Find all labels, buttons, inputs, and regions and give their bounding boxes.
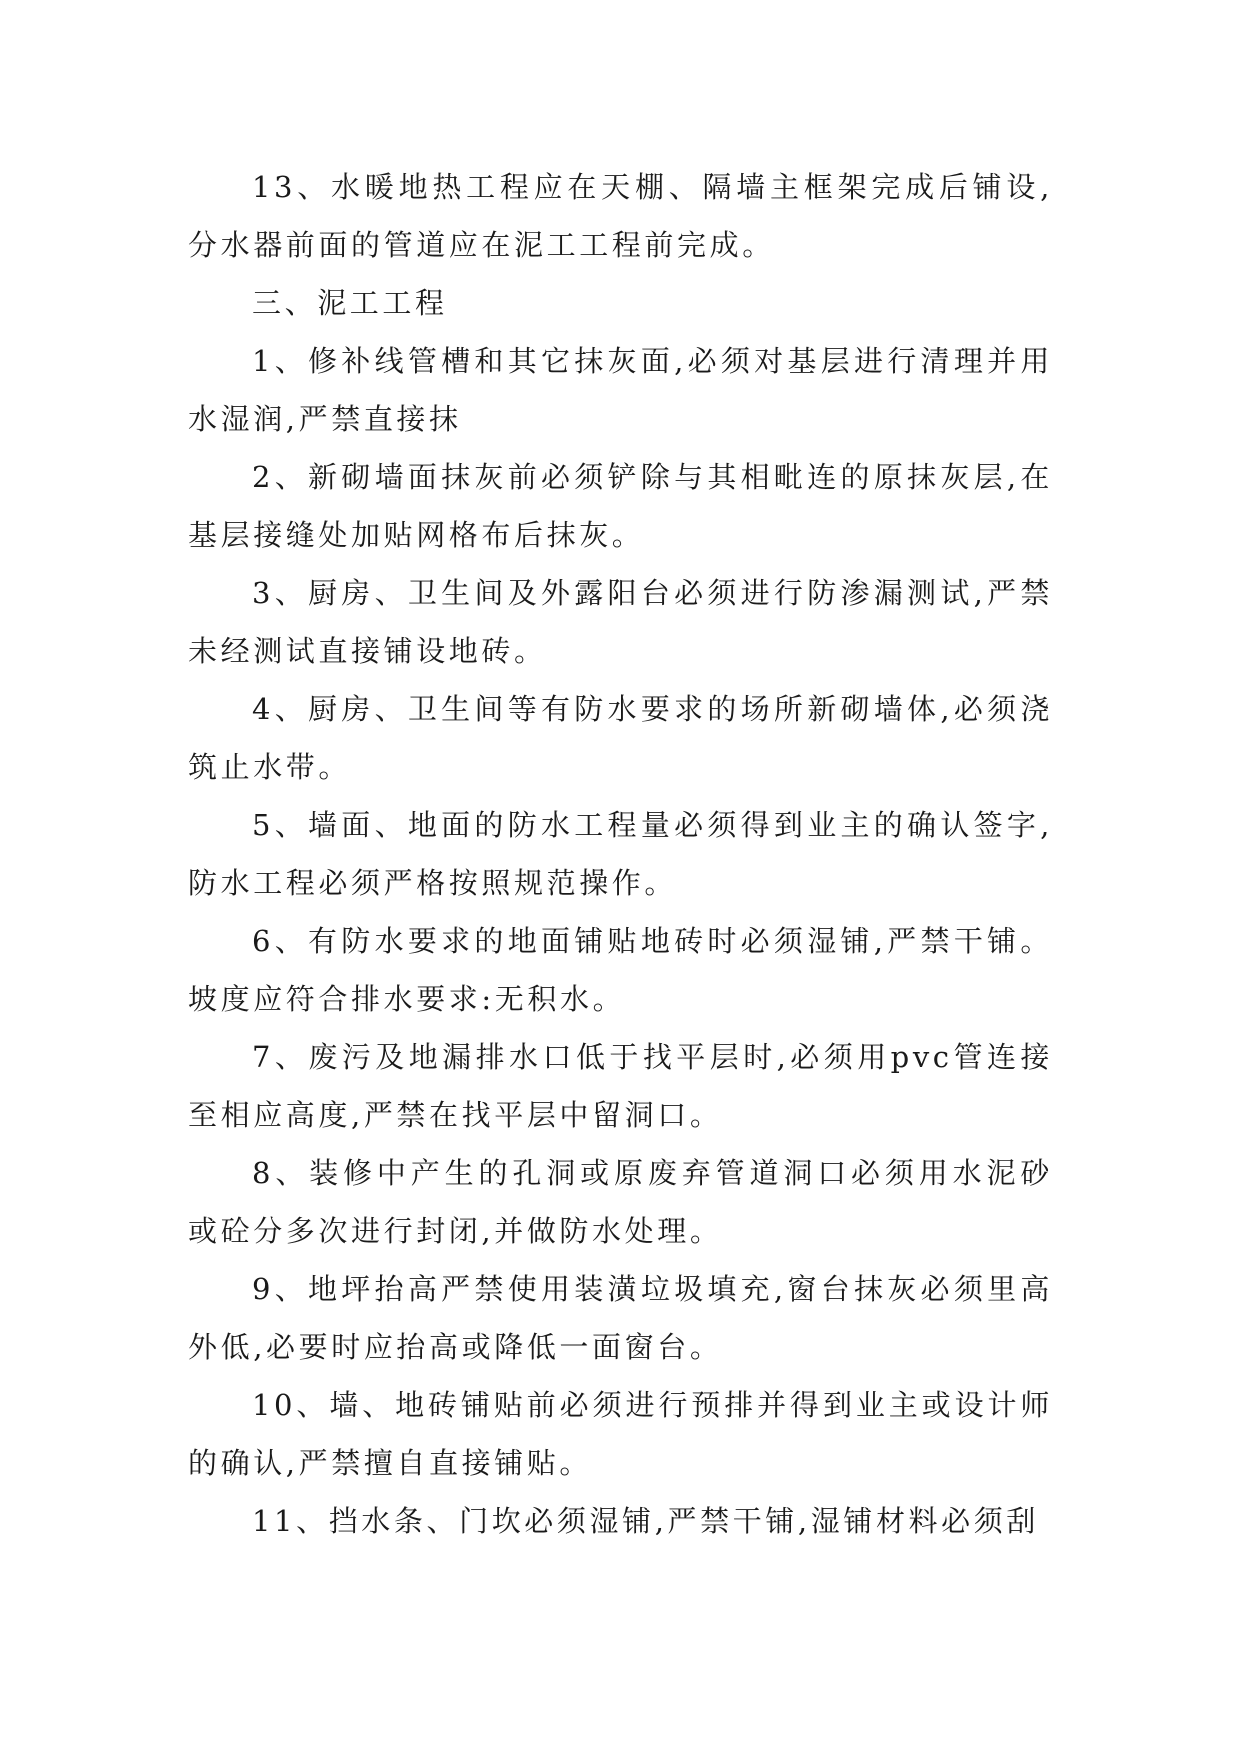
document-body <box>188 158 1053 1550</box>
paragraph-item-7: 7、废污及地漏排水口低于找平层时,必须用pvc管连接至相应高度,严禁在找平层中留洞口。 <box>188 1040 1053 1132</box>
paragraph-item-13-water-heating: 13、水暖地热工程应在天棚、隔墙主框架完成后铺设,分水器前面的管道应在泥工工程前完成。 <box>188 170 1053 262</box>
paragraph-item-3: 3、厨房、卫生间及外露阳台必须进行防渗漏测试,严禁未经测试直接铺设地砖。 <box>188 576 1053 668</box>
paragraph-item-6: 6、有防水要求的地面铺贴地砖时必须湿铺,严禁干铺。坡度应符合排水要求:无积水。 <box>188 924 1053 1016</box>
paragraph-item-11: 11、挡水条、门坎必须湿铺,严禁干铺,湿铺材料必须刮 <box>252 1504 1039 1538</box>
paragraph-item-5: 5、墙面、地面的防水工程量必须得到业主的确认签字,防水工程必须严格按照规范操作。 <box>188 808 1053 900</box>
paragraph-item-2: 2、新砌墙面抹灰前必须铲除与其相毗连的原抹灰层,在基层接缝处加贴网格布后抹灰。 <box>188 460 1053 552</box>
paragraph-item-8: 8、装修中产生的孔洞或原废弃管道洞口必须用水泥砂或砼分多次进行封闭,并做防水处理。 <box>188 1156 1053 1248</box>
section-heading-masonry: 三、泥工工程 <box>252 286 448 320</box>
paragraph-item-4: 4、厨房、卫生间等有防水要求的场所新砌墙体,必须浇筑止水带。 <box>188 692 1053 784</box>
paragraph-item-10: 10、墙、地砖铺贴前必须进行预排并得到业主或设计师的确认,严禁擅自直接铺贴。 <box>188 1388 1053 1480</box>
paragraph-item-9: 9、地坪抬高严禁使用装潢垃圾填充,窗台抹灰必须里高外低,必要时应抬高或降低一面窗台。 <box>188 1272 1053 1364</box>
paragraph-item-1: 1、修补线管槽和其它抹灰面,必须对基层进行清理并用水湿润,严禁直接抹 <box>188 344 1053 436</box>
